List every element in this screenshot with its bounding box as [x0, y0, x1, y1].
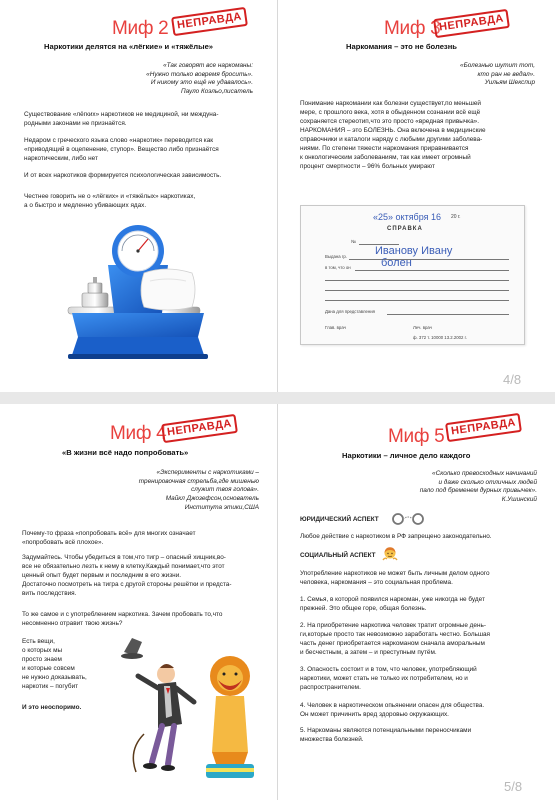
- certificate-year: 20 г.: [451, 214, 461, 220]
- text-line: несомненно отравит твою жизнь?: [22, 619, 123, 627]
- myth-headline: Наркотики – личное дело каждого: [342, 451, 471, 460]
- text-line: о которых мы: [22, 646, 63, 654]
- text-line: не нужно доказывать,: [22, 673, 87, 681]
- text-line: 1. Семья, в которой появился наркоман, уже никогда не будет: [300, 596, 485, 603]
- form-line: [387, 314, 509, 315]
- issued-label: Выдана гр.: [325, 254, 347, 259]
- page-counter: 5/8: [504, 779, 523, 794]
- text-line: распространителем.: [300, 683, 361, 691]
- quote-line: и даже сколько отличных людей: [438, 478, 537, 486]
- text-line: Употребление наркотиков не может быть личным делом одного: [300, 570, 490, 577]
- form-line: [325, 280, 509, 281]
- legal-aspect-text: Любое действие с наркотиком в РФ запрещено законодательно.: [300, 533, 492, 540]
- paragraph: [22, 554, 272, 599]
- false-stamp: НЕПРАВДА: [171, 7, 248, 36]
- quote-line: «Сколько превосходных начинаний: [432, 470, 537, 477]
- quote-author: Пауло Коэльо,писатель: [180, 87, 253, 95]
- text-line: все не обязательно лезть к нему в клетку.Каждый понимает,что этот: [22, 562, 225, 570]
- quote-line: пало под бременем дурных привычек».: [419, 487, 537, 495]
- text-line: процент смертности – 96% больных умирают: [300, 162, 435, 170]
- spread-pages-2-3: [0, 0, 555, 392]
- text-line: 2. На приобретение наркотика человек тратит огромные день-: [300, 622, 486, 629]
- text-line: НАРКОМАНИЯ – это БОЛЕЗНЬ. Она включена в медицинские: [300, 126, 486, 134]
- text-line: «приводящий в оцепенение, ступор». Вещество либо признаётся: [24, 145, 219, 153]
- text-line: мере, с прошлого века, хотя в обыденном сознании всё ещё: [300, 108, 481, 116]
- text-line: вить последствия.: [22, 589, 77, 597]
- text-line: 3. Опасность состоит и в том, что человек, употребляющий: [300, 666, 477, 673]
- myth-quote: [63, 62, 253, 97]
- list-item: [300, 727, 550, 745]
- text-line: 5. Наркоманы являются потенциальными переносчиками: [300, 727, 472, 734]
- list-item: [300, 666, 550, 693]
- list-item: [300, 596, 550, 614]
- text-line: Достаточно посмотреть на тигра с другой стороны решётки и предста-: [22, 580, 232, 588]
- myth-headline: Наркомания – это не болезнь: [346, 42, 457, 51]
- text-line: Есть вещи,: [22, 638, 55, 645]
- text-line: Честнее говорить не о «лёгких» и «тяжёлых» наркотиках,: [24, 193, 196, 200]
- woman-shrugging-icon: [382, 546, 398, 562]
- paragraph: [24, 193, 269, 211]
- false-stamp: НЕПРАВДА: [433, 9, 510, 38]
- quote-line: «Нужно только вовремя бросить».: [146, 70, 253, 78]
- list-item: [300, 702, 550, 720]
- text-line: 4. Человек в наркотическом опьянении опасен для общества.: [300, 702, 485, 709]
- myth-title: Миф 4: [110, 423, 167, 444]
- list-item: [300, 622, 550, 658]
- text-line: прежней. Это общее горе, общая болезнь.: [300, 604, 427, 612]
- false-stamp: НЕПРАВДА: [445, 413, 522, 442]
- text-line: человека, наркомания – это социальная проблема.: [300, 578, 453, 586]
- lion-tamer-illustration: [108, 632, 268, 784]
- social-aspect-heading: СОЦИАЛЬНЫЙ АСПЕКТ: [300, 552, 376, 559]
- myth-headline: «В жизни всё надо попробовать»: [62, 448, 189, 457]
- submit-label: Дана для представления: [325, 309, 375, 314]
- form-line: [349, 259, 509, 260]
- handwritten-diagnosis: болен: [381, 257, 412, 269]
- text-line: наркотическим, либо нет: [24, 154, 98, 162]
- myth-headline: Наркотики делятся на «лёгкие» и «тяжёлые»: [44, 42, 214, 51]
- text-line: Недаром с греческого языка слово «наркотик» переводится как: [24, 137, 214, 144]
- paragraph: И от всех наркотиков формируется психологическая зависимость.: [24, 172, 222, 179]
- social-aspect-intro: [300, 570, 550, 588]
- text-line: и которые совсем: [22, 664, 75, 672]
- text-line: наркотик – погубит: [22, 682, 79, 690]
- text-line: ниями. По степени тяжести наркомания приравнивается: [300, 144, 469, 152]
- quote-author: К.Ушинский: [501, 495, 537, 503]
- text-line: родными законами не признаётся.: [24, 119, 127, 127]
- myth-title: Миф 5: [388, 426, 445, 447]
- myth-quote: [355, 62, 535, 88]
- emphasis-line: И это неоспоримо.: [22, 704, 82, 711]
- text-line: Существование «лёгких» наркотиков не медициной, ни междуна-: [24, 111, 219, 118]
- paragraph: [24, 137, 269, 164]
- quote-line: служит твоя голова».: [191, 486, 259, 494]
- form-line: [325, 300, 509, 301]
- page-counter: 4/8: [503, 372, 522, 387]
- page-myth-2: [0, 0, 277, 392]
- paragraph: [22, 611, 272, 629]
- myth-quote: [327, 470, 537, 505]
- paragraph: [24, 111, 269, 129]
- certificate-number-label: №: [351, 239, 356, 244]
- quote-author: Уильям Шекспир: [484, 79, 535, 87]
- text-line: «попробовать всё плохое».: [22, 538, 104, 546]
- certificate-date: «25» октября 16: [373, 212, 442, 222]
- text-line: Понимание наркомании как болезни существует,по меньшей: [300, 100, 481, 107]
- medical-certificate: [300, 205, 525, 345]
- text-line: сохраняется стереотип,что это просто «вредная привычка».: [300, 117, 479, 125]
- quote-line: «Эксперименты с наркотиками –: [156, 469, 259, 476]
- legal-aspect-heading: ЮРИДИЧЕСКИЙ АСПЕКТ: [300, 516, 379, 523]
- handwritten-name: Иванову Ивану: [375, 245, 453, 257]
- myth-title: Миф 2: [112, 18, 169, 39]
- text-line: наркотики, может стать не только их потребителем, но и: [300, 674, 468, 682]
- paragraph: [300, 100, 550, 172]
- quote-line: кто ран не ведал».: [477, 70, 535, 78]
- in-that-label: в том, что он: [325, 265, 351, 270]
- paragraph: [22, 530, 272, 548]
- text-line: Он может причинить вред здоровью окружающих.: [300, 710, 449, 718]
- text-line: ги,которые просто так невозможно заработать честно. Большая: [300, 630, 491, 638]
- doctor-label: Леч. врач: [413, 325, 432, 330]
- spread-pages-4-5: [0, 404, 555, 800]
- myth-title: Миф 3: [384, 18, 441, 39]
- text-line: а о быстро и медленно убивающих ядах.: [24, 201, 147, 209]
- scale-illustration: [58, 215, 218, 360]
- text-line: То же самое и с употреблением наркотика. Зачем пробовать то,что: [22, 611, 223, 618]
- form-number: ф. 372 т. 10000 13.2.2002 г.: [413, 335, 467, 340]
- chief-doctor-label: Глав. врач: [325, 325, 346, 330]
- quote-line: И никому это ещё не удавалось».: [150, 79, 253, 87]
- text-line: часть денег приобретается наркоманом сначала аморальным: [300, 639, 485, 647]
- form-line: [355, 270, 509, 271]
- text-line: к онкологическим заболеваниям, так как имеет огромный: [300, 153, 471, 161]
- quote-line: тренировочная стрельба,где мишенью: [138, 477, 259, 485]
- myth-quote: [59, 469, 259, 512]
- false-stamp: НЕПРАВДА: [161, 414, 238, 443]
- quote-author: Института этики,США: [184, 503, 259, 511]
- certificate-title: СПРАВКА: [387, 226, 423, 232]
- text-line: Почему-то фраза «попробовать всё» для многих означает: [22, 530, 196, 537]
- text-line: и бесчестным, а затем – и преступным путём.: [300, 648, 437, 656]
- text-line: справочники и каталоги наряду с любыми другими заболева-: [300, 135, 483, 143]
- text-line: ценный опыт будет первым и последним в его жизни.: [22, 571, 182, 579]
- text-line: Задумайтесь. Чтобы убедиться в том,что тигр – опасный хищник,во-: [22, 554, 226, 561]
- text-line: просто знаем: [22, 655, 62, 663]
- quote-line: «Болезнью шутит тот,: [460, 62, 535, 69]
- text-line: множества болезней.: [300, 735, 364, 743]
- handcuffs-icon: [390, 512, 426, 526]
- quote-author: Майкл Джозефсон,основатель: [165, 494, 259, 502]
- quote-line: «Так говорят все наркоманы:: [163, 62, 253, 69]
- form-line: [325, 290, 509, 291]
- page-myth-5: [278, 404, 555, 800]
